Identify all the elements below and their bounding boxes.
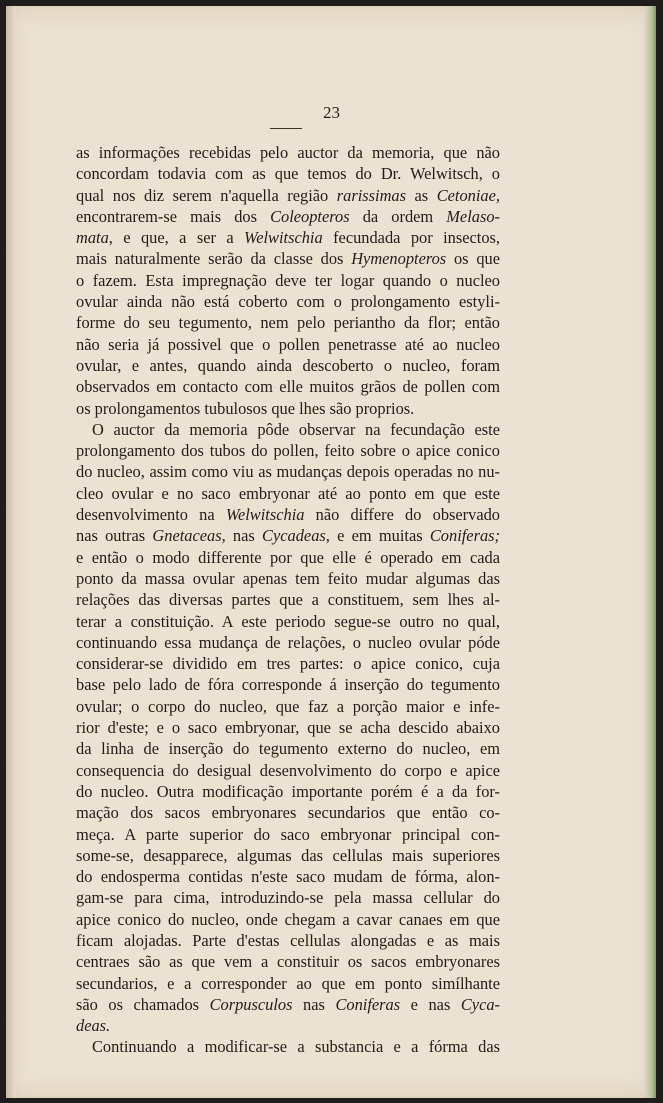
text-line [76, 142, 500, 163]
text-line [76, 525, 500, 546]
text-segment: da linha de inserção do tegumento externo do nucleo, em [76, 739, 500, 759]
text-line [76, 227, 500, 248]
text-segment: considerar-se dividido em tres partes: o apice conico, cuja [76, 654, 500, 674]
text-line [76, 951, 500, 972]
text-segment: cleo ovular e no saco embryonar até ao ponto em que este [76, 483, 500, 503]
text-segment: da ordem [349, 206, 447, 226]
text-line [76, 504, 500, 525]
text-segment: e nas [400, 994, 461, 1014]
text-segment: rior d'este; e o saco embryonar, que se acha descido abaixo [76, 718, 500, 738]
text-segment: forme do seu tegumento, nem pelo perianthо da flor; então [76, 313, 500, 333]
text-segment: os prolongamentos tubulosos que lhes são proprios. [76, 398, 415, 418]
text-segment: são os chamados [76, 994, 210, 1014]
italic-term: Coniferas; [429, 526, 500, 546]
text-line [76, 419, 500, 440]
italic-term: Cetoniae, [436, 185, 500, 205]
text-segment: não seria já possivel que o pollen penetrasse até ao nucleo [76, 334, 500, 354]
text-line [76, 185, 500, 206]
text-segment: terar a constituição. A este periodo segue-se outro no qual, [76, 611, 500, 631]
text-segment: nas [292, 994, 336, 1014]
italic-term: Melaso- [446, 206, 500, 226]
text-segment: o fazem. Esta impregnação deve ter logar quando o nucleo [76, 270, 500, 290]
text-line [76, 866, 500, 887]
text-line [76, 696, 500, 717]
text-segment: O auctor da memoria pôde observar na fecundação este [92, 419, 500, 439]
text-line [76, 376, 500, 397]
text-segment: desenvolvimento na [76, 505, 226, 525]
text-segment: ficam alojadas. Parte d'estas cellulas alongadas e as mais [76, 930, 500, 950]
text-line [76, 589, 500, 610]
text-line [76, 738, 500, 759]
text-segment: qual nos diz serem n'aquella região [76, 185, 337, 205]
italic-term: Cycadeas, [262, 526, 330, 546]
italic-term: rarissimas [336, 185, 406, 205]
text-segment: encontrarem-se mais dos [76, 206, 271, 226]
text-segment: do endosperma contidas n'este saco mudam de fórma, alon- [76, 867, 500, 887]
text-segment: apice conico do nucleo, onde chegam a cavar canaes em que [76, 909, 500, 929]
text-segment: e então o modo differente por que elle é operado em cada [76, 547, 500, 567]
text-segment: ovular ainda não está coberto com o prolongamento estyli- [76, 292, 500, 312]
text-line [76, 760, 500, 781]
italic-term: mata, [76, 228, 113, 248]
text-line [76, 781, 500, 802]
text-segment: some-se, desapparece, algumas das cellulas mais superiores [76, 845, 500, 865]
text-line [76, 547, 500, 568]
text-segment: centraes são as que vem a constituir os sacos embryonares [76, 952, 500, 972]
text-line [76, 611, 500, 632]
text-line [76, 206, 500, 227]
page-edge [644, 6, 656, 1098]
italic-term: Welwitschia [225, 505, 305, 525]
text-line [76, 930, 500, 951]
text-segment: não differe do observado [304, 505, 500, 525]
text-line [76, 398, 500, 419]
italic-term: Coniferas [335, 994, 401, 1014]
text-line [76, 568, 500, 589]
text-segment: mação dos sacos embryonares secundarios que então co- [76, 803, 500, 823]
text-line [76, 461, 500, 482]
text-segment: as informações recebidas pelo auctor da memoria, que não [76, 143, 500, 162]
text-line [76, 483, 500, 504]
text-segment: prolongamento dos tubos do pollen, feito sobre o apice conico [76, 441, 500, 461]
italic-term: deas. [76, 1016, 111, 1036]
text-line [76, 355, 500, 376]
text-segment: e que, a ser a [112, 228, 245, 248]
page-spine-shadow [6, 6, 16, 1098]
page-number: 23 [323, 103, 340, 122]
page-number-rule [270, 128, 302, 129]
text-line [76, 1036, 500, 1057]
text-line [76, 440, 500, 461]
text-segment: meça. A parte superior do saco embryonar principal con- [76, 824, 500, 844]
text-line [76, 845, 500, 866]
text-segment: observados em contacto com elle muitos grãos de pollen com [76, 377, 500, 397]
text-line [76, 1015, 500, 1036]
text-line [76, 334, 500, 355]
text-line [76, 994, 500, 1015]
text-line [76, 312, 500, 333]
text-segment: do nucleo, assim como viu as mudanças depois operadas no nu- [76, 462, 500, 482]
italic-term: Gnetaceas, [152, 526, 226, 546]
text-segment: nas outras [76, 526, 153, 546]
text-line [76, 802, 500, 823]
italic-term: Coleopteros [270, 206, 350, 226]
text-segment: relações das diversas partes que a constituem, sem lhes al- [76, 590, 500, 610]
italic-term: Hymenopteros [351, 249, 447, 269]
text-segment: base pelo lado de fóra corresponde á inserção do tegumento [76, 675, 500, 695]
text-segment: ovular; o corpo do nucleo, que faz a porção maior e infe- [76, 696, 500, 716]
italic-term: Corpusculos [209, 994, 293, 1014]
text-segment: e em muitas [329, 526, 430, 546]
body-text [76, 142, 500, 1058]
text-line [76, 824, 500, 845]
text-segment: continuando essa mudança de relações, o nucleo ovular póde [76, 632, 500, 652]
text-segment: ponto da massa ovular apenas tem feito mudar algumas das [76, 568, 500, 588]
text-segment: consequencia do desigual desenvolvimento do corpo e apice [76, 760, 500, 780]
text-line [76, 887, 500, 908]
text-segment: gam-se para cima, introduzindo-se pela massa cellular do [76, 888, 500, 908]
text-line [76, 632, 500, 653]
text-line [76, 717, 500, 738]
text-segment: os que [446, 249, 501, 269]
text-segment: Continuando a modificar-se a substancia e a fórma das [92, 1037, 500, 1057]
text-segment: as [405, 185, 437, 205]
text-segment: nas [225, 526, 263, 546]
text-segment: concordam todavia com as que temos do Dr. Welwitsch, o [76, 164, 500, 184]
text-line [76, 291, 500, 312]
text-line [76, 653, 500, 674]
italic-term: Cyca- [460, 994, 501, 1014]
text-line [76, 163, 500, 184]
italic-term: Welwitschia [244, 228, 323, 248]
text-line [76, 973, 500, 994]
text-line [76, 248, 500, 269]
text-segment: mais naturalmente serão da classe dos [76, 249, 352, 269]
text-line [76, 909, 500, 930]
text-segment: do nucleo. Outra modificação importante porém é a da for- [76, 781, 500, 801]
text-segment: fecundada por insectos, [322, 228, 500, 248]
text-line [76, 270, 500, 291]
text-segment: secundarios, e a corresponder ao que em ponto simílhante [76, 973, 500, 993]
text-line [76, 674, 500, 695]
text-segment: ovular, e antes, quando ainda descoberto o nucleo, foram [76, 355, 500, 375]
